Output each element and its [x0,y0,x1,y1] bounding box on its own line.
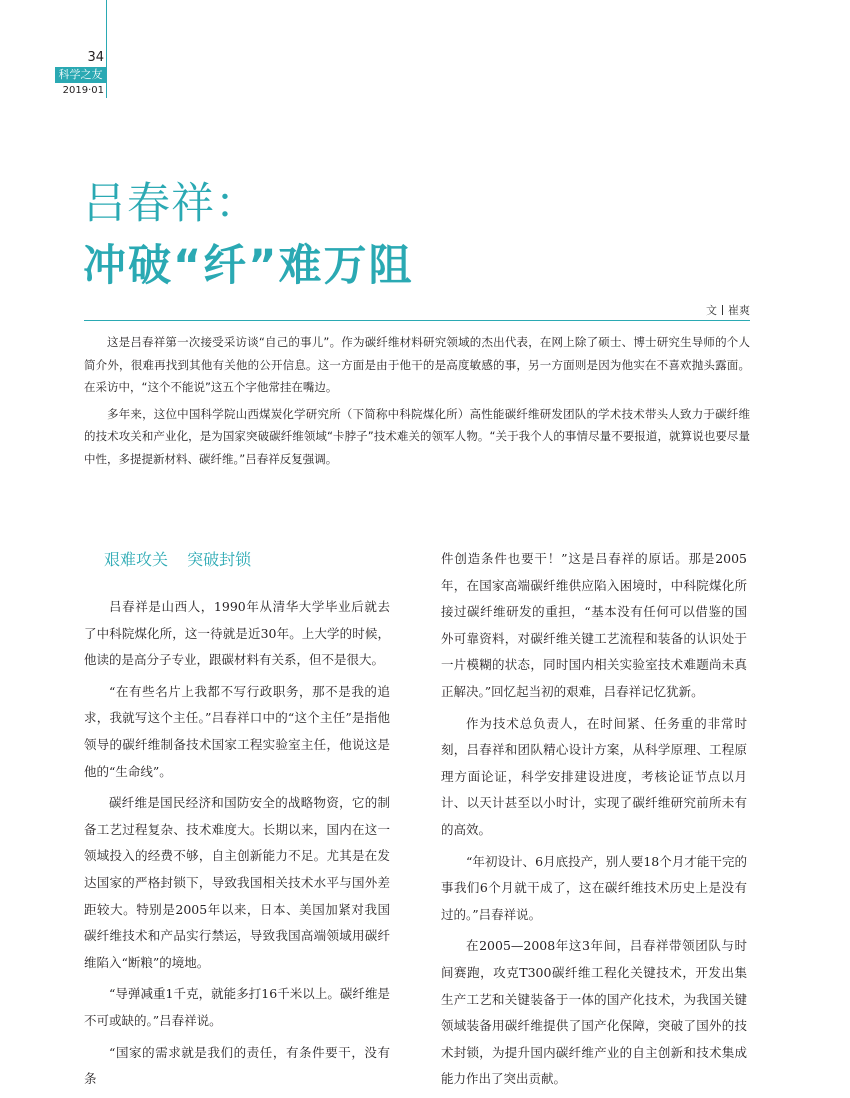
body-paragraph: 碳纤维是国民经济和国防安全的战略物资，它的制备工艺过程复杂、技术难度大。长期以来，国内在这一领域投入的经费不够，自主创新能力不足。尤其是在发达国家的严格封锁下，导致我国相关技术水平与国外差距较大。特别是2005年以来，日本、美国加紧对我国碳纤维技术和产品实行禁运，导致我国高端领域用碳纤维陷入“断粮”的境地。 [84,795,390,970]
page-number: 34 [87,50,104,65]
body-paragraph: 在2005—2008年这3年间，吕春祥带领团队与时间赛跑，攻克T300碳纤维工程化关键技术，开发出集生产工艺和关键装备于一体的国产化技术，为我国关键领域装备用碳纤维提供了国产化保障，突破了国外的技术封锁，为提升国内碳纤维产业的自主创新和技术集成能力作出了突出贡献。 [441,938,747,1087]
intro-paragraph: 这是吕春祥第一次接受采访谈“自己的事儿”。作为碳纤维材料研究领域的杰出代表，在网上除了硕士、博士研究生导师的个人简介外，很难再找到其他有关他的公开信息。这一方面是由于他干的是高度敏感的事，另一方面则是因为他实在不喜欢抛头露面。在采访中，“这个不能说”这五个字他常挂在嘴边。 [84,335,750,394]
section-heading: 艰难攻关 突破封锁 [104,550,252,569]
byline-author: 崔爽 [728,304,750,317]
title-name: 吕春祥： [83,179,259,229]
title-rule [84,320,750,321]
intro-paragraph: 多年来，这位中国科学院山西煤炭化学研究所（下简称中科院煤化所）高性能碳纤维研发团队的学术技术带头人致力于碳纤维的技术攻关和产业化，是为国家突破碳纤维领域“卡脖子”技术难关的领军人物。“关于我个人的事情尽量不要报道，就算说也要尽量中性，多提提新材料、碳纤维。”吕春祥反复强调。 [84,406,750,466]
left-column [84,546,390,1098]
title-headline: 冲破“纤”难万阻 [83,241,414,291]
right-column [441,546,747,1098]
intro-section [84,331,750,474]
header-divider-line [106,0,107,98]
body-paragraph: “国家的需求就是我们的责任，有条件要干，没有条 [84,1044,390,1087]
body-paragraph: 件创造条件也要干！”这是吕春祥的原话。那是2005年，在国家高端碳纤维供应陷入困境时，中科院煤化所接过碳纤维研发的重担，“基本没有任何可以借鉴的国外可靠资料，对碳纤维关键工艺流程和装备的认识处于一片模糊的状态，同时国内相关实验室技术难题尚未真正解决。”回忆起当初的艰难，吕春祥记忆犹新。 [441,551,747,699]
body-paragraph: “导弹减重1千克，就能多打16千米以上。碳纤维是不可或缺的。”吕春祥说。 [84,986,390,1028]
issue-date: 2019·01 [62,85,104,96]
body-paragraph: 作为技术总负责人，在时间紧、任务重的非常时刻，吕春祥和团队精心设计方案，从科学原理、工程原理方面论证，科学安排建设进度，考核论证节点以月计、以天计甚至以小时计，实现了碳纤维研究前所未有的高效。 [441,715,747,837]
byline [706,302,750,318]
body-paragraph: “年初设计、6月底投产，别人要18个月才能干完的事我们6个月就干成了，这在碳纤维技术历史上是没有过的。”吕春祥说。 [441,853,747,922]
body-paragraph: “在有些名片上我都不写行政职务，那不是我的追求，我就写这个主任。”吕春祥口中的“这个主任”是指他领导的碳纤维制备技术国家工程实验室主任，他说这是他的“生命线”。 [84,683,390,779]
magazine-name-badge: 科学之友 [55,67,106,83]
byline-separator [722,305,723,315]
body-paragraph: 吕春祥是山西人，1990年从清华大学毕业后就去了中科院煤化所，这一待就是近30年。上大学的时候，他读的是高分子专业，跟碳材料有关系，但不是很大。 [84,599,390,668]
byline-label: 文 [706,304,717,317]
